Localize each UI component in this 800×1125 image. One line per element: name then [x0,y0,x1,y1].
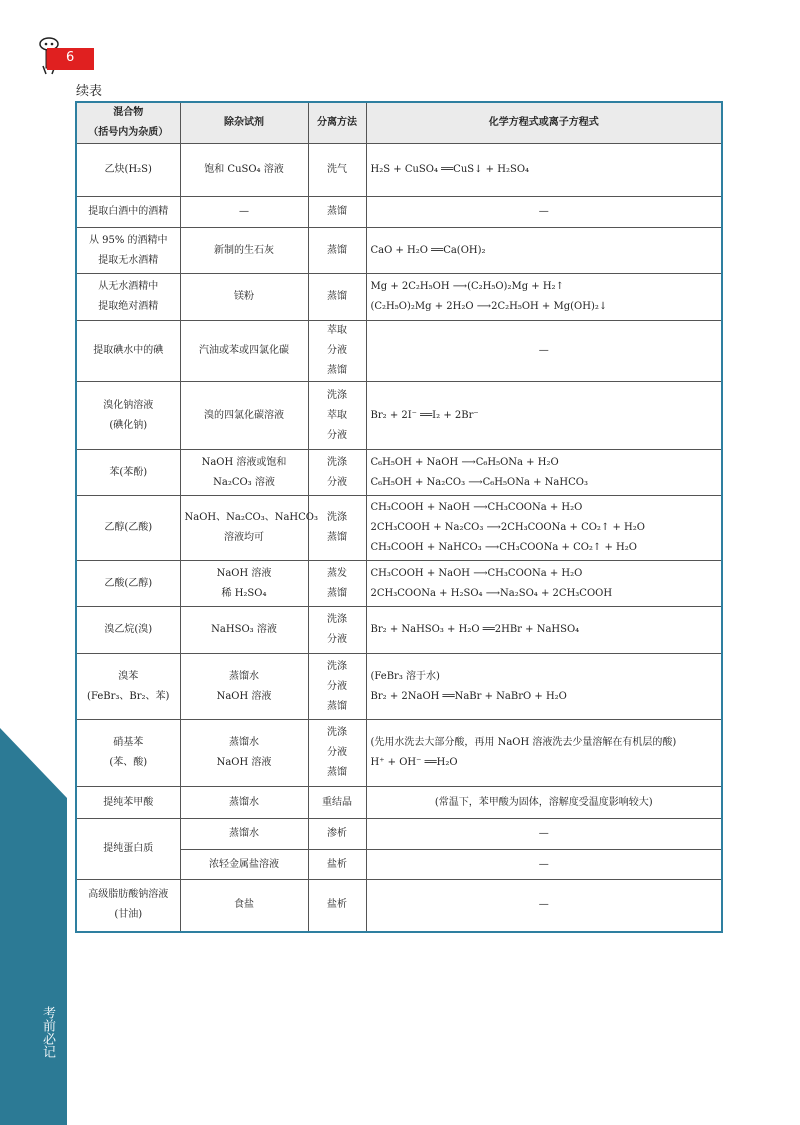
table-row [76,450,722,496]
table-row [76,382,722,450]
equation-cell-line: — [538,858,549,870]
equation-cell [366,880,722,932]
mixture-cell-line: 提取碘水中的碘 [93,345,164,356]
reagent-cell-line: 稀 H₂SO₄ [221,587,267,599]
reagent-cell-line: NaOH、Na₂CO₃、NaHCO₃ [184,512,319,523]
method-cell-line: 洗气 [327,164,347,175]
equation-cell-line: (FeBr₃ 溶于水) [370,670,440,682]
mixture-cell-line: 溴化钠溶液 [103,399,154,411]
table-row [76,144,722,197]
reagent-cell-line: NaHSO₃ 溶液 [211,624,277,635]
mixture-cell-line: 从无水酒精中 [98,281,159,292]
mixture-cell-line: 溴乙烷(溴) [104,624,153,635]
reagent-cell-line: 溴的四氯化碳溶液 [204,409,284,421]
equation-cell [366,607,722,654]
mixture-cell-line: 乙醇(乙酸) [104,522,153,533]
equation-cell [366,228,722,274]
table-header-row [76,102,722,144]
reagent-cell [180,654,308,720]
method-cell [308,450,366,496]
method-cell-line: 洗涤 [327,512,347,523]
method-cell-line: 分液 [327,634,347,645]
equation-cell [366,274,722,321]
continued-label: 续表 [76,84,103,99]
reagent-cell [180,197,308,228]
equation-cell-line: (常温下，苯甲酸为固体，溶解度受温度影响较大) [434,796,653,808]
method-cell [308,880,366,932]
equation-cell-line: — [538,828,549,839]
mixture-cell-line: (FeBr₃、Br₂、苯) [87,690,170,702]
reagent-cell [180,274,308,321]
equation-cell-line: Br₂ + NaHSO₃ + H₂O ══2HBr + NaHSO₄ [370,624,580,635]
header-reagent: 除杂试剂 [180,102,308,144]
mixture-cell [76,607,180,654]
equation-cell [366,850,722,880]
method-cell [308,382,366,450]
method-cell-line: 萃取 [327,325,347,336]
mixture-cell-line: (苯、酸) [109,757,148,768]
equation-cell-line: C₆H₅OH + Na₂CO₃ ⟶C₆H₅ONa + NaHCO₃ [370,476,588,488]
reagent-cell-line: Na₂CO₃ 溶液 [213,476,275,488]
side-band [0,728,67,1125]
mixture-cell [76,496,180,561]
method-cell-line: 盐析 [327,858,347,870]
table-row [76,819,722,850]
reagent-cell [180,819,308,850]
mixture-cell-line: 提取白酒中的酒精 [88,206,169,217]
table-row [76,228,722,274]
method-cell [308,561,366,607]
table-row [76,607,722,654]
method-cell-line: 蒸发 [327,567,347,579]
mixture-cell-line: 提纯苯甲酸 [103,796,154,808]
equation-cell-line: C₆H₅OH + NaOH ⟶C₆H₅ONa + H₂O [370,456,559,468]
method-cell [308,787,366,819]
reagent-cell-line: 蒸馏水 [229,828,259,839]
mixture-cell-line: 高级脂肪酸钠溶液 [88,889,169,901]
method-cell-line: 洗涤 [327,456,347,468]
reagent-cell [180,787,308,819]
equation-cell-line: (先用水洗去大部分酸，再用 NaOH 溶液洗去少量溶解在有机层的酸) [370,737,677,748]
page-number: 6 [66,50,75,65]
method-cell-line: 重结晶 [322,796,352,808]
mixture-cell-line: 溴苯 [118,670,139,682]
reagent-cell [180,450,308,496]
mixture-cell [76,321,180,382]
equation-cell [366,720,722,787]
equation-cell [366,787,722,819]
table-row [76,880,722,932]
table-row [76,321,722,382]
mixture-cell [76,450,180,496]
equation-cell [366,144,722,197]
method-cell-line: 渗析 [327,828,347,839]
equation-cell-line: (C₂H₅O)₂Mg + 2H₂O ⟶2C₂H₅OH + Mg(OH)₂↓ [370,301,608,312]
table-row [76,720,722,787]
mixture-cell-line: 提取绝对酒精 [98,301,159,312]
equation-cell-line: CH₃COOH + NaOH ⟶CH₃COONa + H₂O [370,567,583,579]
mixture-cell [76,561,180,607]
reagent-cell-line: 蒸馏水 [229,737,259,748]
equation-cell-line: Br₂ + 2I⁻ ══I₂ + 2Br⁻ [370,409,479,421]
mixture-cell [76,654,180,720]
equation-cell [366,321,722,382]
method-cell-line: 蒸馏 [327,291,347,302]
equation-cell [366,450,722,496]
method-cell-line: 蒸馏 [327,532,347,543]
method-cell-line: 蒸馏 [327,767,347,778]
side-label: 考前必记 [40,1006,55,1058]
method-cell-line: 洗涤 [327,727,347,738]
reagent-cell-line: NaOH 溶液 [216,757,272,768]
reagent-cell-line: 食盐 [234,899,254,911]
reagent-cell-line: 镁粉 [234,291,254,302]
reagent-cell [180,144,308,197]
method-cell-line: 萃取 [327,409,347,421]
method-cell-line: 分液 [327,680,347,692]
method-cell [308,654,366,720]
header-equation: 化学方程式或离子方程式 [366,102,722,144]
method-cell-line: 蒸馏 [327,365,347,376]
reagent-cell [180,607,308,654]
reagent-cell [180,880,308,932]
equation-cell-line: H₂S + CuSO₄ ══CuS↓ + H₂SO₄ [370,164,530,175]
mixture-cell [76,787,180,819]
mixture-cell-line: 苯(苯酚) [109,466,148,478]
table-row [76,787,722,819]
mixture-cell-line: 提取无水酒精 [98,254,159,266]
reagent-cell [180,850,308,880]
reagent-cell-line: 饱和 CuSO₄ 溶液 [204,164,284,175]
method-cell [308,321,366,382]
reagent-cell-line: NaOH 溶液 [216,567,272,579]
method-cell-line: 洗涤 [327,614,347,625]
mixture-cell-line: (碘化钠) [109,419,148,431]
mixture-cell-line: 提纯蛋白质 [103,843,154,854]
mixture-cell [76,144,180,197]
reagent-cell-line: 蒸馏水 [229,796,259,808]
method-cell [308,850,366,880]
method-cell-line: 蒸馏 [327,244,347,256]
method-cell [308,607,366,654]
equation-cell [366,819,722,850]
reagent-cell-line: 新制的生石灰 [214,244,274,256]
table-row [76,654,722,720]
equation-cell [366,496,722,561]
mixture-cell-line: 乙炔(H₂S) [104,164,152,175]
mixture-cell [76,382,180,450]
method-cell-line: 分液 [327,429,347,441]
mixture-cell-line: 乙酸(乙醇) [104,577,153,589]
purification-table [75,101,723,933]
reagent-cell-line: 汽油或苯或四氯化碳 [199,345,289,356]
mixture-cell-line: 从 95% 的酒精中 [88,234,168,246]
mixture-cell [76,274,180,321]
method-cell-line: 分液 [327,345,347,356]
mixture-cell [76,720,180,787]
method-cell-line: 洗涤 [327,389,347,401]
equation-cell-line: Br₂ + 2NaOH ══NaBr + NaBrO + H₂O [370,690,567,702]
reagent-cell [180,382,308,450]
equation-cell [366,561,722,607]
mixture-cell [76,880,180,932]
table-row [76,274,722,321]
mixture-cell-line: 硝基苯 [113,737,144,748]
reagent-cell [180,321,308,382]
method-cell-line: 蒸馏 [327,587,347,599]
method-cell-line: 分液 [327,747,347,758]
header-method: 分离方法 [308,102,366,144]
equation-cell-line: Mg + 2C₂H₅OH ⟶(C₂H₅O)₂Mg + H₂↑ [370,281,564,292]
equation-cell-line: H⁺ + OH⁻ ══H₂O [370,757,458,768]
table-row [76,561,722,607]
reagent-cell-line: NaOH 溶液 [216,690,272,702]
method-cell [308,228,366,274]
equation-cell [366,654,722,720]
equation-cell-line: CaO + H₂O ══Ca(OH)₂ [370,244,486,256]
reagent-cell [180,228,308,274]
method-cell [308,197,366,228]
method-cell [308,144,366,197]
method-cell [308,819,366,850]
reagent-cell-line: 浓轻金属盐溶液 [209,858,279,870]
equation-cell-line: — [538,345,549,356]
method-cell-line: 蒸馏 [327,700,347,712]
mixture-cell [76,819,180,880]
method-cell [308,274,366,321]
method-cell [308,496,366,561]
reagent-cell-line: NaOH 溶液或饱和 [201,456,287,468]
method-cell-line: 蒸馏 [327,206,347,217]
reagent-cell-line: — [239,206,249,217]
equation-cell-line: 2CH₃COOH + Na₂CO₃ ⟶2CH₃COONa + CO₂↑ + H₂O [370,522,645,533]
reagent-cell [180,496,319,561]
equation-cell-line: — [538,899,549,911]
method-cell-line: 分液 [327,476,347,488]
header-mixture: 混合物 （括号内为杂质） [76,102,180,144]
equation-cell-line: CH₃COOH + NaOH ⟶CH₃COONa + H₂O [370,502,583,513]
reagent-cell-line: 蒸馏水 [229,670,259,682]
mixture-cell [76,228,180,274]
equation-cell [366,382,722,450]
equation-cell-line: — [538,206,549,217]
table-row [76,496,722,561]
method-cell-line: 盐析 [327,899,347,911]
reagent-cell [180,561,308,607]
mixture-cell [76,197,180,228]
reagent-cell-line: 溶液均可 [224,532,264,543]
reagent-cell [180,720,308,787]
method-cell [308,720,366,787]
equation-cell-line: CH₃COOH + NaHCO₃ ⟶CH₃COONa + CO₂↑ + H₂O [370,542,637,553]
mixture-cell-line: (甘油) [114,909,143,921]
equation-cell [366,197,722,228]
table-row [76,197,722,228]
method-cell-line: 洗涤 [327,660,347,672]
equation-cell-line: 2CH₃COONa + H₂SO₄ ⟶Na₂SO₄ + 2CH₃COOH [370,587,613,599]
